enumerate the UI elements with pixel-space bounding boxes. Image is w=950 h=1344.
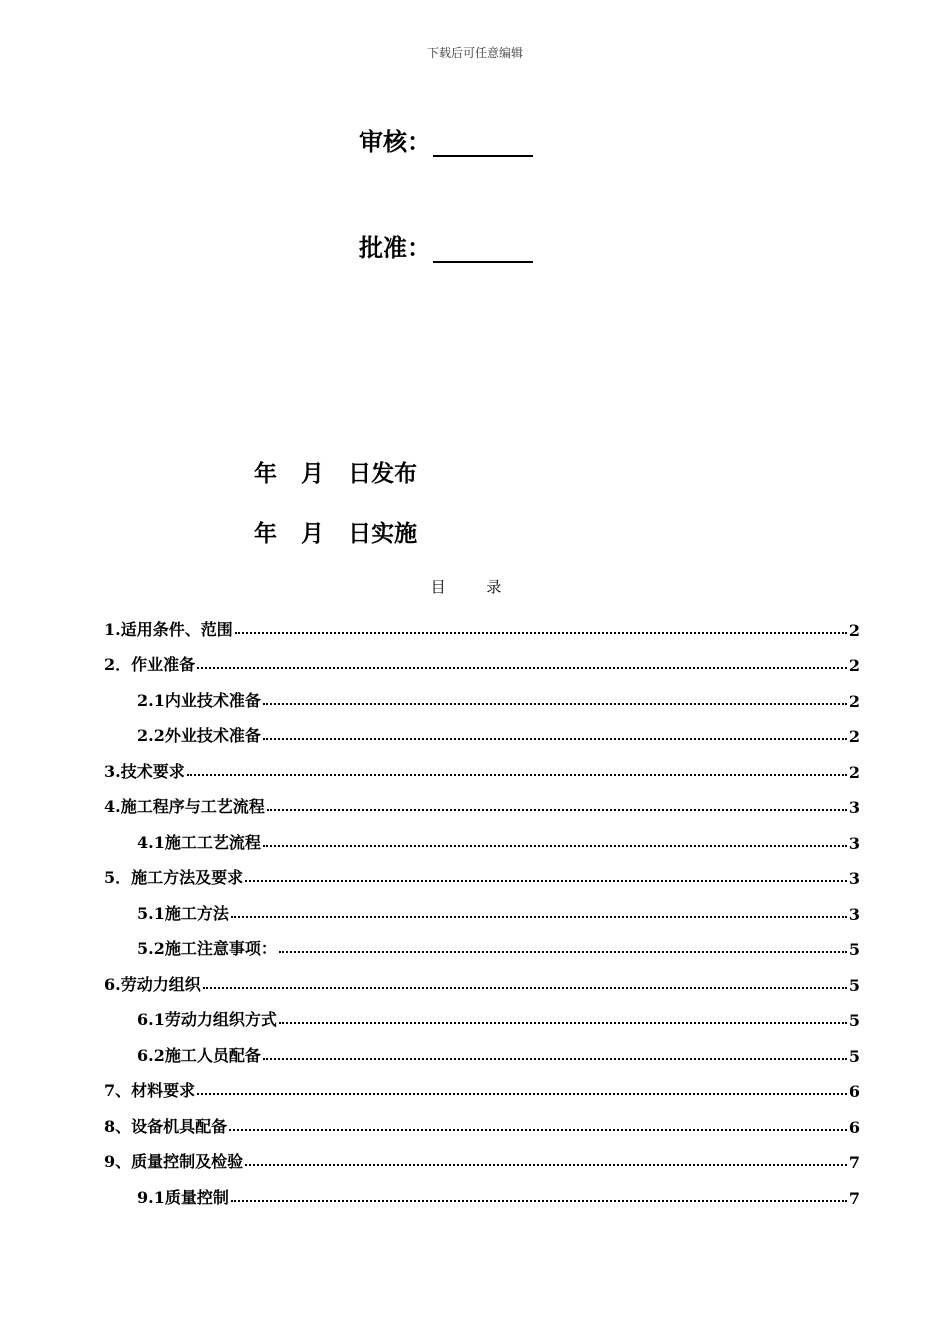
toc-entry-label: 4.1施工工艺流程 [137,832,261,852]
header-note: 下载后可任意编辑 [426,46,523,60]
toc-dot-leader [245,1163,847,1166]
toc-entry-label: 9、质量控制及检验 [104,1152,244,1171]
toc-entry-page: 2 [848,691,860,711]
toc-entry-page: 2 [848,656,860,675]
toc-entry[interactable] [104,924,860,960]
toc-dot-leader [229,1128,847,1131]
toc-dot-leader [187,773,847,776]
toc-entry[interactable] [104,640,860,676]
implement-date: 年 月 日实施 [254,520,418,547]
toc-dot-leader [197,666,847,669]
toc-entry[interactable] [104,817,860,853]
toc-entry[interactable] [104,782,860,818]
toc-entry-label: 6.1劳动力组织方式 [137,1010,277,1029]
toc-entry-page: 2 [848,727,860,746]
toc-entry-label: 4.施工程序与工艺流程 [104,797,265,816]
toc-entry[interactable] [104,711,860,747]
toc-entry-page: 2 [848,762,860,782]
toc-entry-page: 5 [848,940,860,959]
toc-dot-leader [203,986,847,989]
toc-entry-page: 2 [848,620,860,640]
toc-entry[interactable] [104,1030,860,1066]
toc-dot-leader [263,737,847,740]
toc-entry-label: 2.2外业技术准备 [137,726,261,745]
toc-entry-page: 3 [848,798,860,817]
toc-entry-label: 3.技术要求 [104,761,185,781]
toc-entry-page: 7 [848,1153,860,1172]
toc-dot-leader [235,631,847,634]
toc-dot-leader [279,950,847,953]
toc-entry-page: 6 [848,1117,860,1137]
toc-entry-label: 8、设备机具配备 [104,1116,228,1136]
publish-date: 年 月 日发布 [254,460,418,487]
toc-entry-label: 5.1施工方法 [137,903,229,923]
table-of-contents [104,604,860,1208]
toc-entry-page: 6 [848,1082,860,1101]
toc-entry[interactable] [104,888,860,924]
toc-entry-page: 5 [848,1046,860,1066]
toc-dot-leader [197,1092,847,1095]
toc-dot-leader [279,1021,847,1024]
toc-entry[interactable] [104,1101,860,1137]
toc-entry[interactable] [104,959,860,995]
toc-entry[interactable] [104,675,860,711]
toc-entry-label: 9.1质量控制 [137,1187,229,1207]
date-row [222,428,417,575]
toc-entry-label: 2.1内业技术准备 [137,690,261,710]
toc-entry-label: 6.2施工人员配备 [137,1045,261,1065]
toc-dot-leader [267,808,847,811]
toc-dot-leader [263,1057,847,1060]
toc-dot-leader [245,879,847,882]
toc-title: 目 录 [430,578,520,596]
approve-signature-line [433,239,533,263]
toc-entry-label: 7、材料要求 [104,1081,196,1100]
toc-entry[interactable] [104,604,860,640]
toc-dot-leader [231,1199,847,1202]
toc-entry-page: 3 [848,833,860,853]
review-signature-row [359,122,533,157]
toc-entry[interactable] [104,1066,860,1102]
toc-entry[interactable] [104,1137,860,1173]
toc-entry-page: 5 [848,975,860,995]
toc-dot-leader [263,844,847,847]
toc-entry-page: 5 [848,1011,860,1030]
toc-entry-page: 3 [848,904,860,924]
toc-dot-leader [263,702,847,705]
toc-entry[interactable] [104,995,860,1031]
approve-signature-row [359,228,533,263]
review-label: 审核： [359,127,431,156]
toc-entry-label: 5．施工方法及要求 [104,868,244,887]
toc-entry[interactable] [104,853,860,889]
toc-entry[interactable] [104,1172,860,1208]
toc-entry-page: 3 [848,869,860,888]
review-signature-line [433,133,533,157]
toc-entry-label: 2．作业准备 [104,655,196,674]
approve-label: 批准： [359,233,431,262]
toc-entry-page: 7 [848,1188,860,1208]
toc-entry-label: 5.2施工注意事项： [137,939,277,958]
toc-entry-label: 6.劳动力组织 [104,974,201,994]
toc-dot-leader [231,915,847,918]
toc-entry-label: 1.适用条件、范围 [104,619,233,639]
toc-entry[interactable] [104,746,860,782]
